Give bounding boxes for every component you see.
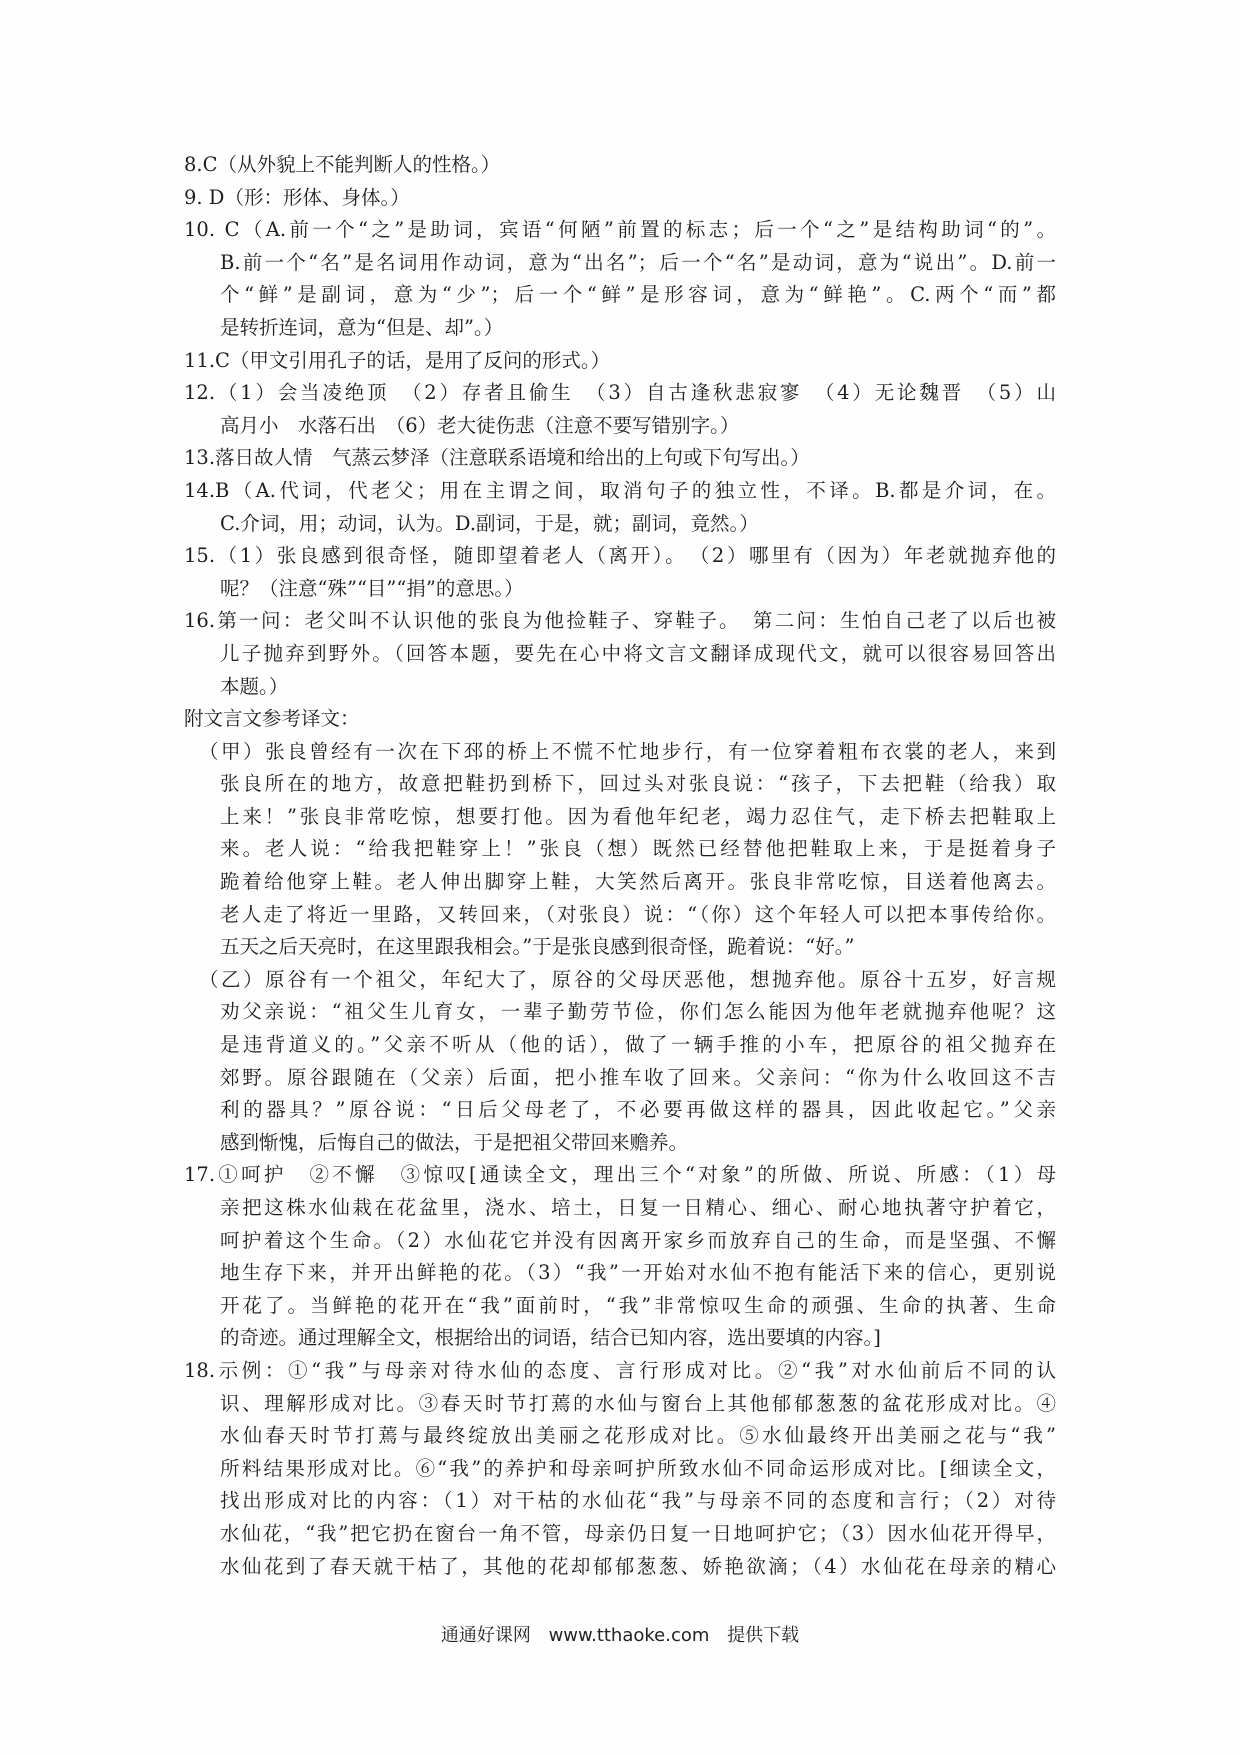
answer-line: 呢？（注意“殊”“目”“捐”的意思。） <box>220 576 524 600</box>
answer-line: 地生存下来，并开出鲜艳的花。（3）“我”一开始对水仙不抱有能活下来的信心，更别说 <box>220 1261 1056 1285</box>
answer-item-18 <box>184 1355 1056 1583</box>
answer-line: 水仙春天时节打蔫与最终绽放出美丽之花形成对比。⑤水仙最终开出美丽之花与“我” <box>220 1424 1056 1448</box>
translation-line: 五天之后天亮时，在这里跟我相会。”于是张良感到很奇怪，跪着说：“好。” <box>220 935 855 959</box>
answer-line: 15.（1）张良感到很奇怪，随即望着老人（离开）。 （2）哪里有（因为）年老就抛弃他的 <box>184 544 1056 568</box>
answer-line: 儿子抛弃到野外。（回答本题，要先在心中将文言文翻译成现代文，就可以很容易回答出 <box>220 641 1056 665</box>
answer-line: 17.①呵护 ②不懈 ③惊叹[通读全文，理出三个“对象”的所做、所说、所感：（1）母 <box>184 1163 1056 1187</box>
answer-item-17 <box>184 1159 1056 1355</box>
translation-line: 上来！”张良非常吃惊，想要打他。因为看他年纪老，竭力忍住气，走下桥去把鞋取上 <box>220 804 1056 828</box>
answer-line: 12.（1）会当凌绝顶 （2）存者且偷生 （3）自古逢秋悲寂寥 （4）无论魏晋 （5）山 <box>184 381 1056 405</box>
answer-line: 8.C（从外貌上不能判断人的性格。） <box>184 153 501 176</box>
translation-passage-yi <box>184 964 1056 1160</box>
answer-line: 高月小 水落石出 （6）老大徒伤悲（注意不要写错别字。） <box>220 413 740 437</box>
answer-line: 水仙花，“我”把它扔在窗台一角不管，母亲仍日复一日地呵护它；（3）因水仙花开得早， <box>220 1521 1056 1545</box>
answer-line: 是转折连词，意为“但是、却”。） <box>220 315 504 339</box>
translation-line: 劝父亲说：“祖父生儿育女，一辈子勤劳节俭，你们怎么能因为他年老就抛弃他呢？这 <box>220 1000 1056 1024</box>
answer-line: 10. C（A.前一个“之”是助词，宾语“何陋”前置的标志；后一个“之”是结构助词“的”。 <box>184 218 1056 242</box>
answer-item-13 <box>184 442 1056 475</box>
answer-line: 开花了。当鲜艳的花开在“我”面前时，“我”非常惊叹生命的顽强、生命的执著、生命 <box>220 1293 1056 1317</box>
answer-key-body <box>184 149 1056 1583</box>
answer-line: 呵护着这个生命。（2）水仙花它并没有因离开家乡而放弃自己的生命，而是坚强、不懈 <box>220 1228 1056 1252</box>
footer-url: www.tthaoke.com <box>548 1625 710 1646</box>
translation-line: 来。老人说：“给我把鞋穿上！”张良（想）既然已经替他把鞋取上来，于是挺着身子 <box>220 837 1056 861</box>
answer-line: 18.示例：①“我”与母亲对待水仙的态度、言行形成对比。②“我”对水仙前后不同的认 <box>184 1358 1056 1382</box>
answer-line: 亲把这株水仙栽在花盆里，浇水、培土，日复一日精心、细心、耐心地执著守护着它， <box>220 1196 1056 1219</box>
answer-line: 13.落日故人情 气蒸云梦泽（注意联系语境和给出的上句或下句写出。） <box>184 446 810 470</box>
translation-heading: 附文言文参考译文： <box>184 707 360 731</box>
answer-line: 水仙花到了春天就干枯了，其他的花却郁郁葱葱、娇艳欲滴；（4）水仙花在母亲的精心 <box>220 1554 1056 1578</box>
translation-line: 利的器具？”原谷说：“日后父母老了，不必要再做这样的器具，因此收起它。”父亲 <box>220 1098 1056 1122</box>
answer-line: B.前一个“名”是名词用作动词，意为“出名”；后一个“名”是动词，意为“说出”。D.前一 <box>220 250 1056 274</box>
translation-line: （乙）原谷有一个祖父，年纪大了，原谷的父母厌恶他，想抛弃他。原谷十五岁，好言规 <box>199 967 1056 991</box>
answer-line: 11.C（甲文引用孔子的话，是用了反问的形式。） <box>184 348 611 372</box>
answer-line: 所料结果形成对比。⑥“我”的养护和母亲呵护所致水仙不同命运形成对比。[细读全文， <box>220 1456 1056 1480</box>
answer-line: 9. D（形：形体、身体。） <box>184 185 410 209</box>
translation-line: 是违背道义的。”父亲不听从（他的话），做了一辆手推的小车，把原谷的祖父抛弃在 <box>220 1033 1056 1057</box>
translation-line: 跪着给他穿上鞋。老人伸出脚穿上鞋，大笑然后离开。张良非常吃惊，目送着他离去。 <box>220 870 1056 894</box>
answer-item-16 <box>184 605 1056 703</box>
translation-line: 郊野。原谷跟随在（父亲）后面，把小推车收了回来。父亲问：“你为什么收回这不吉 <box>220 1065 1056 1089</box>
answer-item-8 <box>184 149 1056 182</box>
answer-line: 识、理解形成对比。③春天时节打蔫的水仙与窗台上其他郁郁葱葱的盆花形成对比。④ <box>220 1391 1056 1415</box>
answer-item-12 <box>184 377 1056 442</box>
translation-line: （甲）张良曾经有一次在下邳的桥上不慌不忙地步行，有一位穿着粗布衣裳的老人，来到 <box>199 739 1056 763</box>
translation-line: 老人走了将近一里路，又转回来，（对张良）说：“（你）这个年轻人可以把本事传给你。 <box>220 902 1056 926</box>
answer-line: 14.B（A.代词，代老父；用在主谓之间，取消句子的独立性，不译。B.都是介词，在。 <box>184 478 1056 502</box>
answer-line: 本题。） <box>220 674 289 698</box>
answer-item-9 <box>184 182 1056 215</box>
footer-suffix: 提供下载 <box>727 1625 800 1646</box>
answer-item-10 <box>184 214 1056 344</box>
footer-site-name: 通通好课网 <box>440 1625 531 1646</box>
answer-line: C.介词，用；动词，认为。D.副词，于是，就；副词，竟然。） <box>220 511 759 535</box>
answer-item-11 <box>184 345 1056 378</box>
answer-item-14 <box>184 475 1056 540</box>
translation-passage-jia <box>184 736 1056 964</box>
translation-line: 张良所在的地方，故意把鞋扔到桥下，回过头对张良说：“孩子，下去把鞋（给我）取 <box>220 772 1056 796</box>
page-footer <box>0 1622 1240 1650</box>
answer-line: 个“鲜”是副词，意为“少”；后一个“鲜”是形容词，意为“鲜艳”。C.两个“而”都 <box>220 283 1056 307</box>
answer-line: 找出形成对比的内容：（1）对干枯的水仙花“我”与母亲不同的态度和言行；（2）对待 <box>220 1489 1056 1513</box>
translation-line: 感到惭愧，后悔自己的做法，于是把祖父带回来赡养。 <box>220 1130 689 1154</box>
answer-item-15 <box>184 540 1056 605</box>
answer-line: 16.第一问：老父叫不认识他的张良为他捡鞋子、穿鞋子。 第二问：生怕自己老了以后也被 <box>184 609 1056 633</box>
answer-line: 的奇迹。通过理解全文，根据给出的词语，结合已知内容，选出要填的内容。] <box>220 1326 881 1350</box>
